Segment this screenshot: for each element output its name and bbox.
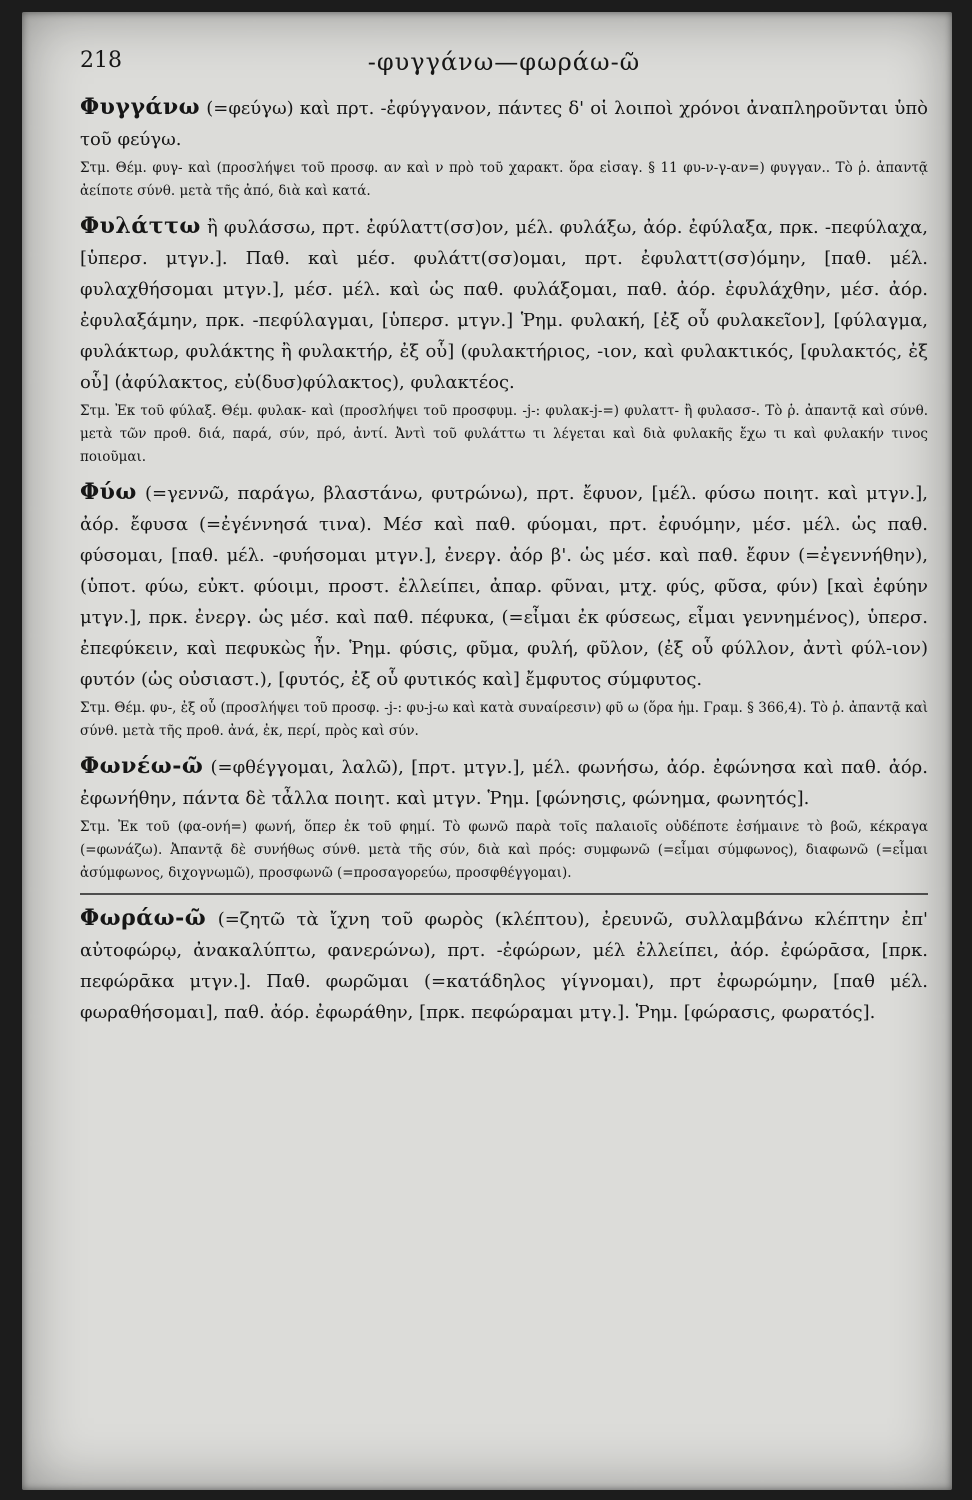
dictionary-entry xyxy=(80,751,928,885)
entry-body-paragraph xyxy=(80,477,928,695)
etymology-note: Στμ. Ἐκ τοῦ φύλαξ. Θέμ. φυλακ- καὶ (προσλήψει τοῦ προσφυμ. -j-: φυλακ-j-=) φυλαττ- ἢ φυλασσ-. Τὸ ῥ. ἀπαντᾷ καὶ σύνθ. μετὰ τῶν προθ. διά, παρά, σύν, πρό, ἀντί. Ἀντὶ τοῦ φυλάττω τι λέγεται καὶ διὰ φυλακῆς ἔχω τι καὶ φυλακήν τινος ποιοῦμαι. xyxy=(80,403,928,465)
entry-body: (=φθέγγομαι, λαλῶ), [πρτ. μτγν.], μέλ. φωνήσω, ἀόρ. ἐφώνησα καὶ παθ. ἀόρ. ἐφωνήθην, πάντα δὲ τἆλλα ποιητ. καὶ μτγν. Ῥημ. [φώνησις, φώνημα, φωνητός]. xyxy=(80,757,928,809)
running-header xyxy=(80,48,928,92)
horizontal-rule xyxy=(80,893,928,895)
entry-headword: Φωνέω-ῶ xyxy=(80,753,204,779)
entry-body-paragraph xyxy=(80,211,928,398)
page-content xyxy=(80,48,928,1034)
entry-body: (=φεύγω) καὶ πρτ. -ἐφύγγανον, πάντες δ' οἱ λοιποὶ χρόνοι ἀναπληροῦνται ὑπὸ τοῦ φεύγω. xyxy=(80,98,928,150)
book-page xyxy=(22,12,952,1490)
page-number: 218 xyxy=(80,48,122,73)
dictionary-entry xyxy=(80,477,928,743)
entry-headword: Φυγγάνω xyxy=(80,94,201,120)
etymology-note: Στμ. Ἐκ τοῦ (φα-ονή=) φωνή, ὅπερ ἐκ τοῦ φημί. Τὸ φωνῶ παρὰ τοῖς παλαιοῖς οὐδέποτε ἐσήμαινε τὸ βοῶ, κέκραγα (=φωνάζω). Ἀπαντᾷ δὲ συνήθως σύνθ. μετὰ τῆς σύν, διὰ καὶ πρός: συμφωνῶ (=εἶμαι σύμφωνος), διαφωνῶ (=εἶμαι ἀσύμφωνος, διχογνωμῶ), προσφωνῶ (=προσαγορεύω, προσφθέγγομαι). xyxy=(80,819,928,881)
entry-body-paragraph xyxy=(80,92,928,155)
dictionary-entry xyxy=(80,211,928,469)
etymology-note: Στμ. Θέμ. φυ-, ἐξ οὗ (προσλήψει τοῦ προσφ. -j-: φυ-j-ω καὶ κατὰ συναίρεσιν) φῦ ω (ὅρα ἡμ. Γραμ. § 366,4). Τὸ ῥ. ἀπαντᾷ καὶ σύνθ. μετὰ τῆς προθ. ἀνά, ἐκ, περί, πρὸς καὶ σύν. xyxy=(80,700,928,739)
entry-body: (=γεννῶ, παράγω, βλαστάνω, φυτρώνω), πρτ. ἔφυον, [μέλ. φύσω ποιητ. καὶ μτγν.], ἀόρ. ἔφυσα (=ἐγέννησά τινα). Μέσ καὶ παθ. φύομαι, πρτ. ἐφυόμην, μέσ. μέλ. ὡς παθ. φύσομαι, [παθ. μέλ. -φυήσομαι μτγν.], ἐνεργ. ἀόρ β'. ὡς μέσ. καὶ παθ. ἔφυν (=ἐγεννήθην), (ὑποτ. φύω, εὐκτ. φύοιμι, προστ. ἐλλείπει, ἀπαρ. φῦναι, μτχ. φύς, φῦσα, φύν) [καὶ ἐφύην μτγν.], πρκ. ἐνεργ. ὡς μέσ. καὶ παθ. πέφυκα, (=εἶμαι ἐκ φύσεως, εἶμαι γεννημένος), ὑπερσ. ἐπεφύκειν, καὶ πεφυκὼς ἦν. Ῥημ. φύσις, φῦμα, φυλή, φῦλον, (ἐξ οὗ φύλλον, ἀντὶ φύλ-ιον) φυτόν (ὡς οὐσιαστ.), [φυτός, ἐξ οὗ φυτικός καὶ] ἔμφυτος σύμφυτος. xyxy=(80,483,928,690)
entry-body: (=ζητῶ τὰ ἴχνη τοῦ φωρὸς (κλέπτου), ἐρευνῶ, συλλαμβάνω κλέπτην ἐπ' αὐτοφώρῳ, ἀνακαλύπτω, φανερώνω), πρτ. -ἐφώρων, μέλ ἐλλείπει, ἀόρ. ἐφώρᾱσα, [πρκ. πεφώρᾱκα μτγν.]. Παθ. φωρῶμαι (=κατάδηλος γίγνομαι), πρτ ἐφωρώμην, [παθ μέλ. φωραθήσομαι], παθ. ἀόρ. ἐφωράθην, [πρκ. πεφώραμαι μτγ.]. Ῥημ. [φώρασις, φωρατός]. xyxy=(80,909,928,1023)
entry-body: ἢ φυλάσσω, πρτ. ἐφύλαττ(σσ)ον, μέλ. φυλάξω, ἀόρ. ἐφύλαξα, πρκ. -πεφύλαχα, [ὑπερσ. μτγν.]. Παθ. καὶ μέσ. φυλάττ(σσ)ομαι, πρτ. ἐφυλαττ(σσ)όμην, [παθ. μέλ. φυλαχθήσομαι μτγν.], μέσ. μέλ. καὶ ὡς παθ. φυλάξομαι, παθ. ἀόρ. ἐφυλάχθην, μέσ. ἀόρ. ἐφυλαξάμην, πρκ. -πεφύλαγμαι, [ὑπερσ. μτγν.] Ῥημ. φυλακή, [ἐξ οὗ φυλακεῖον], [φύλαγμα, φυλάκτωρ, φυλάκτης ἢ φυλακτήρ, ἐξ οὗ] (φυλακτήριος, -ιον, καὶ φυλακτικός, [φυλακτός, ἐξ οὗ] (ἀφύλακτος, εὐ(δυσ)φύλακτος), φυλακτέος. xyxy=(80,217,928,393)
dictionary-entry xyxy=(80,92,928,203)
dictionary-entry xyxy=(80,903,928,1028)
running-title: -φυγγάνω—φωράω-ῶ xyxy=(367,48,641,76)
etymology-note: Στμ. Θέμ. φυγ- καὶ (προσλήψει τοῦ προσφ. αν καὶ ν πρὸ τοῦ χαρακτ. ὅρα εἰσαγ. § 11 φυ-ν-γ-αν=) φυγγαν.. Τὸ ῥ. ἀπαντᾷ ἀείποτε σύνθ. μετὰ τῆς ἀπό, διὰ καὶ κατά. xyxy=(80,160,928,199)
entry-headword: Φυλάττω xyxy=(80,213,201,239)
entry-headword: Φωράω-ῶ xyxy=(80,905,207,931)
entry-body-paragraph xyxy=(80,751,928,814)
entry-body-paragraph xyxy=(80,903,928,1028)
entry-headword: Φύω xyxy=(80,479,137,505)
